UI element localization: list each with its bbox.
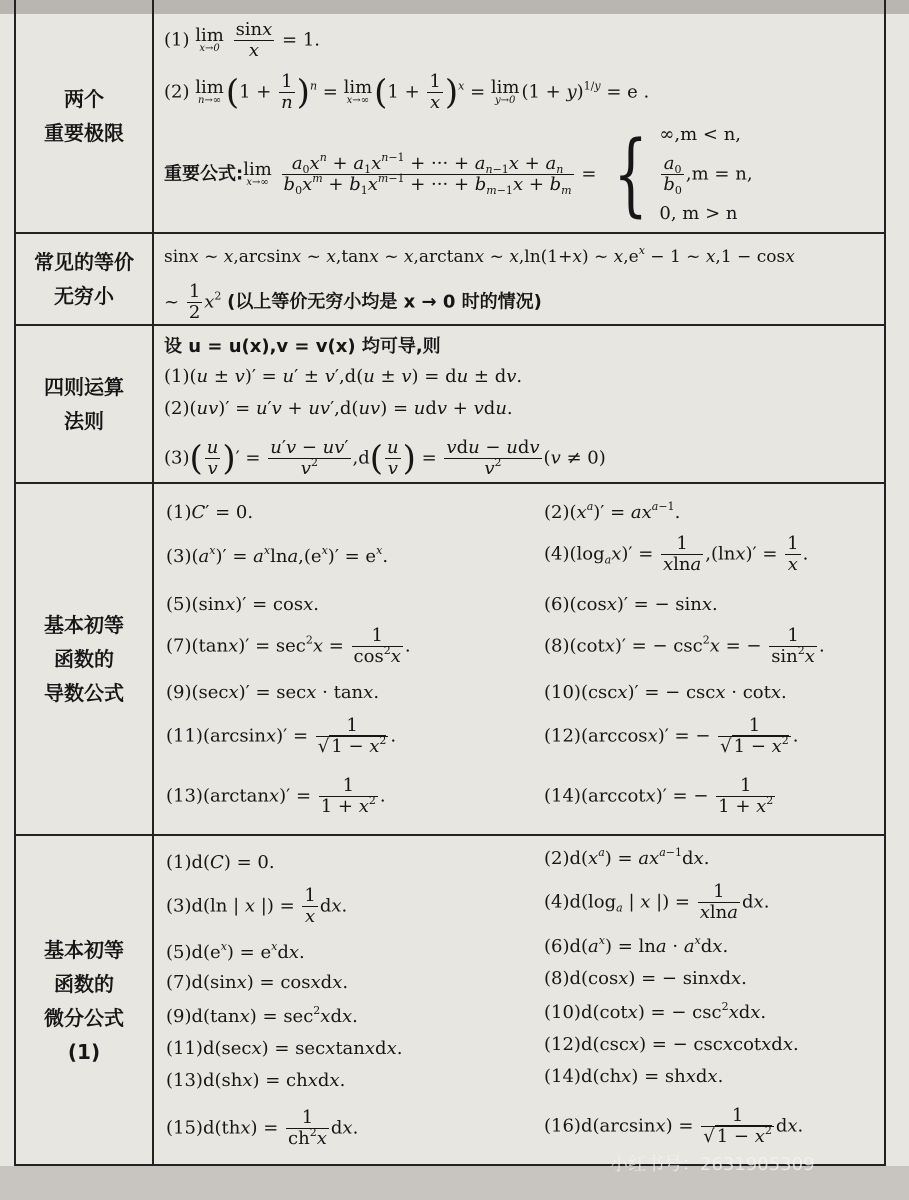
deriv-6: (6)(cosx)′ = − sinx.	[544, 594, 718, 615]
diff-7: (7)d(sinx) = cosxdx.	[166, 972, 349, 993]
deriv-9: (9)(secx)′ = secx · tanx.	[166, 682, 380, 703]
limit-formula: 重要公式: lim x→∞ $\frac{a_0x^n + a_1x^{n-1} + \cdot\cdot\cdot + a_{n-1}x + a_n}{b_0x^m + b_1x^{m-1} + \cdot\cdot\cdot + b_{m-1}x + b_m}$ = { ∞,m < n, $\frac{a_0}{b_0}$ ,m = n, 0, m > n	[164, 121, 753, 227]
formula-table	[14, 0, 886, 1166]
diff-12: (12)d(cscx) = − cscxcotxdx.	[544, 1034, 799, 1055]
row-arithmetic	[16, 324, 884, 482]
deriv-1: (1)C′ = 0.	[166, 502, 254, 523]
deriv-2: $(2)(x^a)' = ax^{a-1}$.	[544, 500, 681, 523]
diff-4: $(4)d(\log_a$ | x |) = $\frac{1}{xlna}$ dx.	[544, 881, 770, 923]
diff-11: (11)d(secx) = secxtanxdx.	[166, 1038, 403, 1059]
deriv-10: (10)(cscx)′ = − cscx · cotx.	[544, 682, 787, 703]
diff-9: $(9)d(\tan x) = \sec^2xdx$.	[166, 1004, 358, 1027]
category-arithmetic: 四则运算 法则	[44, 375, 124, 433]
deriv-8: (8)(cotx)′ = − $\csc^2x$ = − $\frac{1}{\sin^2x}$ .	[544, 625, 825, 667]
watermark: 小红书号：2631905309	[610, 1154, 815, 1175]
diff-10: (10)d(cotx) = − $\csc^2xdx$.	[544, 1000, 767, 1023]
diff-14: (14)d(chx) = shxdx.	[544, 1066, 724, 1087]
arith-rule-3: (3)( $\frac{u}{v}$ )′ = $\frac{u'v - uv'}{v^2}$ ,d( $\frac{u}{v}$ ) = $\frac{\text{vdu − udv}}{v^2}$ (v ≠ 0)	[164, 437, 606, 479]
deriv-5: (5)(sinx)′ = cosx.	[166, 594, 319, 615]
equiv-line-1: sinx ~ x,arcsinx ~ x,tanx ~ x,arctanx ~ x,ln(1+x) ~ $x,e^x - 1$ ~ x,1 − cosx	[164, 244, 795, 267]
deriv-13: (13)(arctanx)′ = $\frac{1}{1 + x^2}$ .	[166, 775, 386, 817]
row-differentials	[16, 834, 884, 1166]
row-equivalents	[16, 232, 884, 324]
deriv-4: $(4)(\log_ax)'$ = $\frac{1}{xlna}$ ,(lnx)′ = $\frac{1}{x}$ .	[544, 533, 809, 575]
category-equivalents: 常见的等价 无穷小	[34, 250, 134, 308]
limit-1: (1) lim x→0 $\frac{\sin x}{x}$ = 1.	[164, 19, 321, 61]
arith-rule-1: (1)(u ± v)′ = u′ ± v′,d(u ± v) = du ± dv.	[164, 366, 523, 387]
category-limits: 两个 重要极限	[44, 87, 124, 145]
category-derivatives: 基本初等 函数的 导数公式	[44, 613, 124, 705]
diff-6: $(6)d(a^x) = \ln a \cdot a^xdx$.	[544, 934, 729, 957]
category-differentials: 基本初等 函数的 微分公式 (1)	[44, 938, 124, 1064]
diff-13: (13)d(shx) = chxdx.	[166, 1070, 346, 1091]
diff-15: (15)d(thx) = $\frac{1}{ch^2x}$ dx.	[166, 1107, 359, 1149]
deriv-14: (14)(arccotx)′ = − $\frac{1}{1 + x^2}$	[544, 775, 774, 817]
deriv-12: (12)(arccosx)′ = − $\frac{1}{√ 1 - x^2}$ .	[544, 715, 799, 757]
diff-1: (1)d(C) = 0.	[166, 852, 275, 873]
equiv-line-2: ~ $\frac{1}{2}$ $x^2$ (以上等价无穷小均是 x → 0 时的情况)	[164, 281, 542, 323]
deriv-3: $(3)(a^x)' = a^x\ln a,(e^x)' = e^x$.	[166, 544, 389, 567]
diff-8: (8)d(cosx) = − sinxdx.	[544, 968, 747, 989]
diff-5: $(5)d(e^x) = e^xdx$.	[166, 940, 305, 963]
diff-16: (16)d(arcsinx) = $\frac{1}{√ 1 - x^2}$ dx.	[544, 1105, 804, 1147]
arith-rule-2: (2)(uv)′ = u′v + uv′,d(uv) = udv + vdu.	[164, 398, 513, 419]
deriv-11: (11)(arcsinx)′ = $\frac{1}{√ 1 - x^2}$ .	[166, 715, 397, 757]
row-limits	[16, 0, 884, 232]
limit-2: (2) lim n→∞ (1 + $\frac{1}{n}$ )$^n$ = lim x→∞ (1 + $\frac{1}{x}$ )$^x$ = lim y→0 $(1 + y)^{1/y} = e$ .	[164, 71, 650, 113]
row-derivatives	[16, 482, 884, 834]
arith-intro: 设 u = u(x),v = v(x) 均可导,则	[164, 336, 441, 357]
diff-2: $(2)d(x^a) = ax^{a-1}dx$.	[544, 846, 710, 869]
deriv-7: $(7)(\tan x)' = \sec^2x$ = $\frac{1}{\cos^2x}$ .	[166, 625, 411, 667]
diff-3: (3)d(ln | x |) = $\frac{1}{x}$ dx.	[166, 885, 348, 927]
